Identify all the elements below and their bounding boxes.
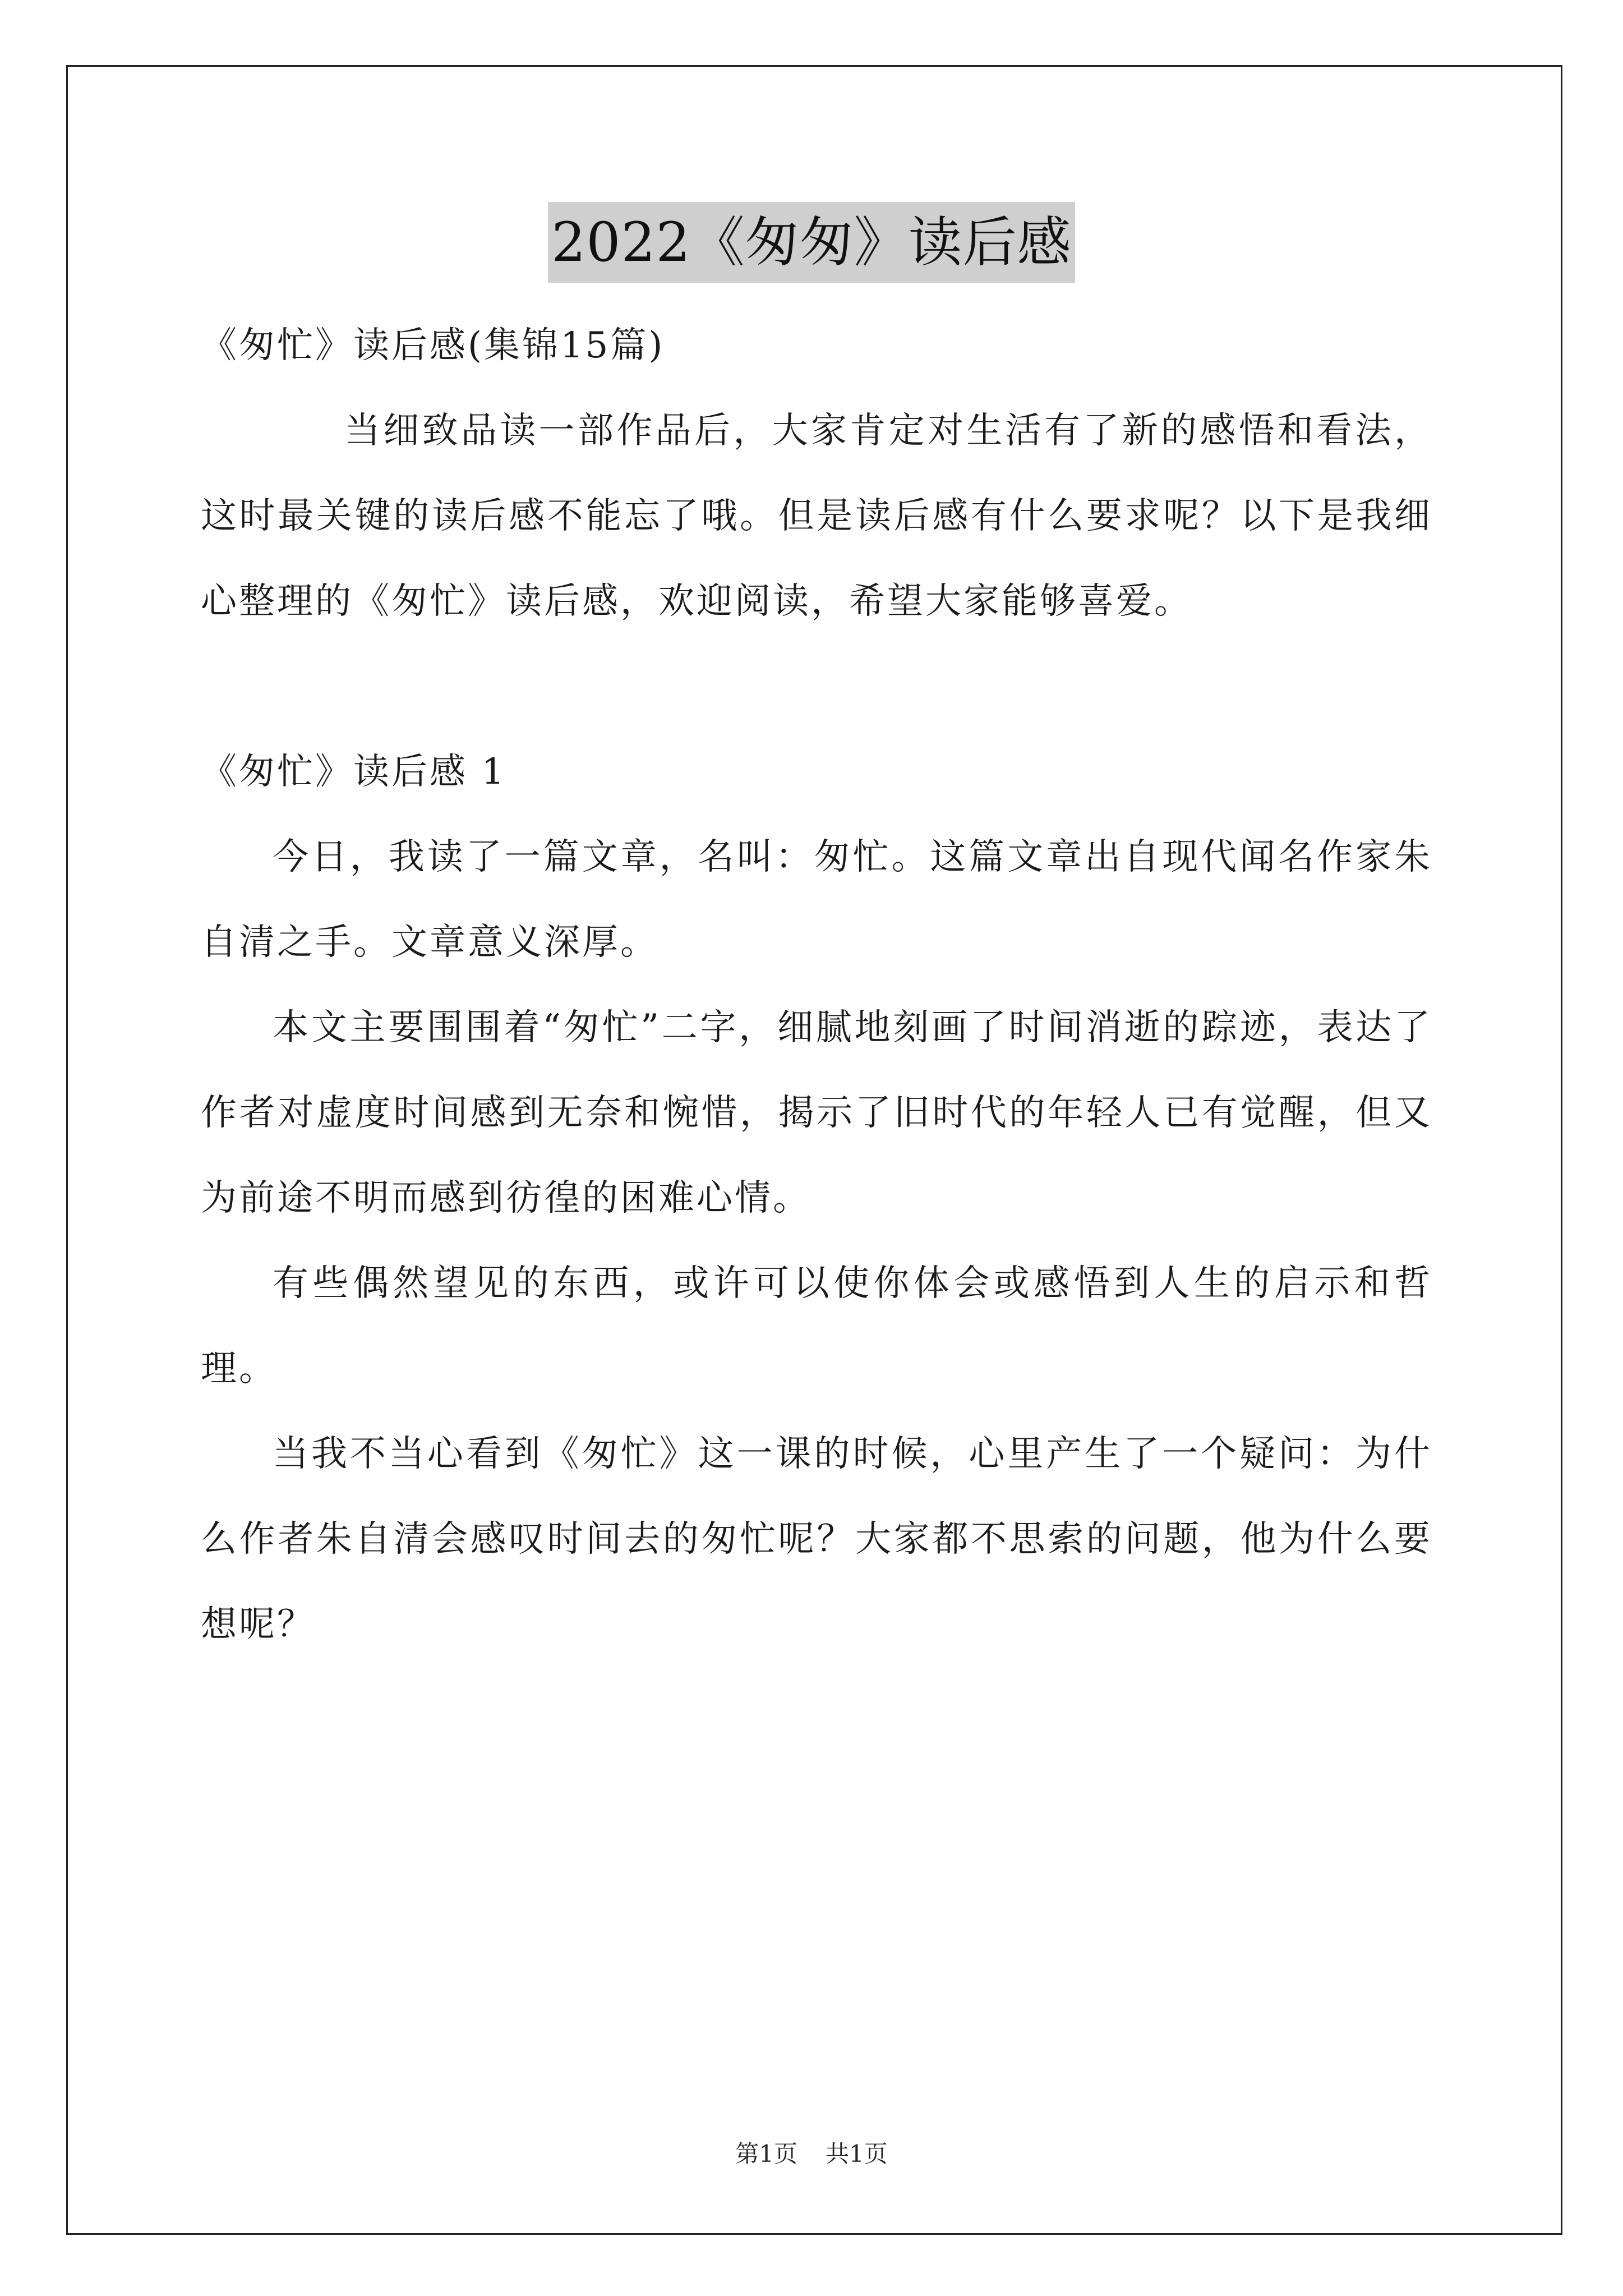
body-paragraph: 本文主要围围着“匆忙”二字，细腻地刻画了时间消逝的踪迹，表达了作者对虚度时间感到无奈和惋惜，揭示了旧时代的年轻人已有觉醒，但又为前途不明而感到彷徨的困难心情。 [201, 1007, 1432, 1219]
section-heading: 《匆忙》读后感 1 [201, 751, 507, 793]
page-footer [0, 2137, 1623, 2171]
intro-paragraph: 当细致品读一部作品后，大家肯定对生活有了新的感悟和看法，这时最关键的读后感不能忘了哦。但是读后感有什么要求呢？以下是我细心整理的《匆忙》读后感，欢迎阅读，希望大家能够喜爱。 [201, 410, 1432, 622]
document-subtitle: 《匆忙》读后感(集锦15篇) [201, 325, 665, 366]
section-spacer [201, 644, 1432, 729]
body-paragraph: 当我不当心看到《匆忙》这一课的时候，心里产生了一个疑问：为什么作者朱自清会感叹时间去的匆忙呢？大家都不思索的问题，他为什么要想呢？ [201, 1433, 1432, 1645]
title-container [0, 202, 1623, 283]
page-number: 第1页 [735, 2140, 797, 2168]
document-title: 2022《匆匆》读后感 [548, 202, 1075, 283]
page-total: 共1页 [826, 2140, 888, 2168]
body-paragraph: 今日，我读了一篇文章，名叫：匆忙。这篇文章出自现代闻名作家朱自清之手。文章意义深厚。 [201, 836, 1432, 963]
document-body [201, 303, 1432, 1667]
body-paragraph: 有些偶然望见的东西，或许可以使你体会或感悟到人生的启示和哲理。 [201, 1263, 1432, 1389]
